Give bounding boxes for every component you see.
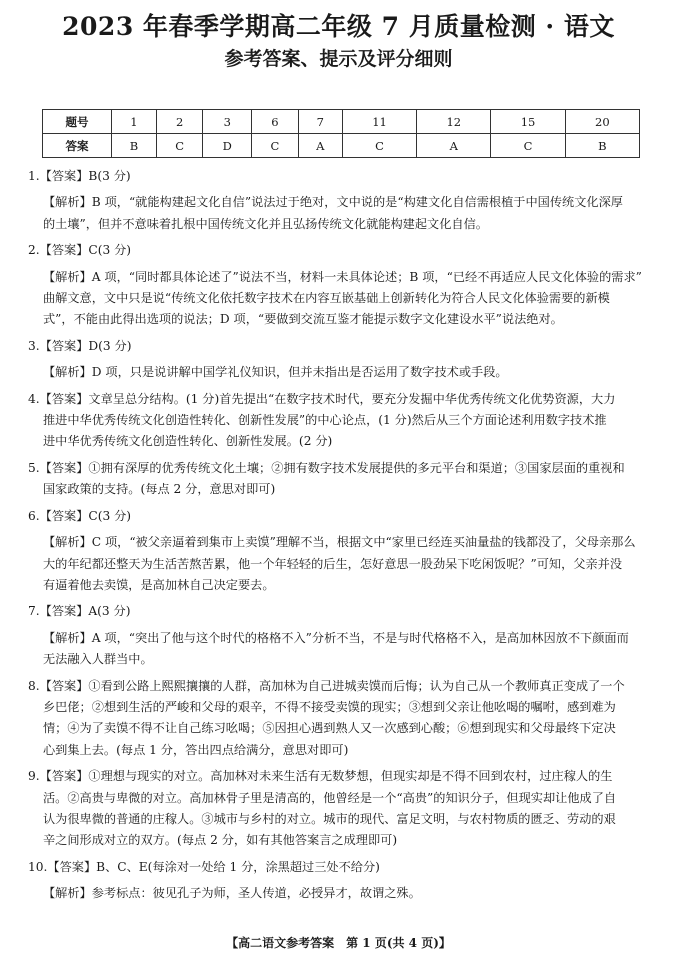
text-line: 2.【答案】C(3 分): [28, 243, 132, 258]
question-number-cell: 12: [417, 110, 491, 134]
text-line: 1.【答案】B(3 分): [28, 169, 131, 183]
answer-item: [28, 362, 652, 383]
text-line: 8.【答案】①看到公路上熙熙攘攘的人群，高加林为自己进城卖馍而后悔；认为自己从一个教师真正变成了一个: [28, 678, 625, 693]
answer-cell: A: [298, 134, 342, 158]
text-line: 【解析】B 项，“就能构建起文化自信”说法过于绝对，文中说的是“构建文化自信需根植于中国传统文化深厚: [43, 195, 623, 210]
text-line: 7.【答案】A(3 分): [28, 604, 131, 619]
answer-item: [28, 267, 652, 331]
text-line: 心到集上去。(每点 1 分，答出四点给满分，意思对即可): [43, 742, 349, 757]
answer-cell: C: [342, 134, 416, 158]
answer-cell: B: [112, 134, 157, 158]
answer-item: [28, 676, 652, 762]
text-line: 推进中华优秀传统文化创造性转化、创新性发展”的中心论点，(1 分)然后从三个方面论述利用数字技术推: [43, 413, 607, 428]
answer-item: [28, 389, 652, 453]
text-line: 【解析】C 项，“被父亲逼着到集市上卖馍”理解不当，根据文中“家里已经连买油量盐的钱都没了，父母亲那么: [43, 535, 636, 550]
text-line: 【解析】参考标点：彼见孔子为师，圣人传道，必授异才，故谓之殊。: [43, 886, 421, 901]
answer-item: [28, 857, 652, 878]
row-label-answer: 答案: [43, 134, 112, 158]
text-line: 认为很卑微的普通的庄稼人。③城市与乡村的对立。城市的现代、富足文明，与农村物质的匮乏、劳动的艰: [43, 811, 616, 826]
text-line: 式”，不能由此得出选项的说法；D 项，“要做到交流互鉴才能提示数字文化建设水平”说法绝对。: [43, 312, 563, 327]
answer-cell: D: [203, 134, 252, 158]
text-line: 6.【答案】C(3 分): [28, 508, 132, 523]
answer-cell: A: [417, 134, 491, 158]
answer-item: [28, 601, 652, 622]
text-line: 9.【答案】①理想与现实的对立。高加林对未来生活有无数梦想，但现实却是不得不回到农村，过庄稼人的生: [28, 769, 613, 784]
answer-cell: B: [565, 134, 639, 158]
text-line: 辛之间形成对立的双方。(每点 2 分，如有其他答案言之成理即可): [43, 833, 398, 848]
text-line: 10.【答案】B、C、E(每涂对一处给 1 分，涂黑超过三处不给分): [28, 859, 380, 874]
text-line: 活。②高贵与卑微的对立。高加林骨子里是清高的，他曾经是一个“高贵”的知识分子，但现实却让他成了自: [43, 790, 617, 805]
answer-item: [28, 240, 652, 261]
text-line: 4.【答案】文章呈总分结构。(1 分)首先提出“在数字技术时代，要充分发掘中华优秀传统文化优势资源，大力: [28, 391, 616, 406]
text-line: 【解析】A 项，“同时都具体论述了”说法不当，材料一未具体论述；B 项，“已经不再适应人民文化体验的需求”: [43, 269, 642, 284]
answer-row: [43, 134, 640, 158]
page-title: 2023 年春季学期高二年级 7 月质量检测 · 语文: [62, 12, 615, 41]
question-number-cell: 15: [491, 110, 565, 134]
answer-explanations: [28, 166, 652, 910]
text-line: 的土壤”，但并不意味着扎根中国传统文化并且弘扬传统文化就能构建起文化自信。: [43, 216, 488, 231]
text-line: 5.【答案】①拥有深厚的优秀传统文化土壤；②拥有数字技术发展提供的多元平台和渠道；③国家层面的重视和: [28, 460, 625, 475]
question-number-cell: 20: [565, 110, 639, 134]
question-number-cell: 3: [203, 110, 252, 134]
text-line: 情；④为了卖馍不得不让自己练习吆喝；⑤因担心遇到熟人又一次感到心酸；⑥想到现实和父母最终下定决: [43, 721, 616, 736]
answer-item: [28, 628, 652, 671]
text-line: 无法融入人群当中。: [43, 652, 153, 667]
question-number-cell: 1: [112, 110, 157, 134]
question-number-row: [43, 110, 640, 134]
answer-table: [42, 109, 640, 158]
question-number-cell: 11: [342, 110, 416, 134]
text-line: 3.【答案】D(3 分): [28, 338, 132, 353]
answer-item: [28, 192, 652, 235]
question-number-cell: 2: [156, 110, 203, 134]
answer-item: [28, 506, 652, 527]
text-line: 国家政策的支持。(每点 2 分，意思对即可): [43, 482, 276, 497]
text-line: 【解析】D 项，只是说讲解中国学礼仪知识，但并未指出是否运用了数字技术或手段。: [43, 365, 508, 380]
answer-item: [28, 532, 652, 596]
text-line: 【解析】A 项，“突出了他与这个时代的格格不入”分析不当，不是与时代格格不入，是高加林因放不下颜面而: [43, 630, 629, 645]
page-subtitle: 参考答案、提示及评分细则: [224, 48, 453, 70]
question-number-cell: 7: [298, 110, 342, 134]
answer-item: [28, 166, 652, 187]
answer-item: [28, 336, 652, 357]
text-line: 曲解文意，文中只是说“传统文化依托数字技术在内容互嵌基础上创新转化为符合人民文化体验需要的新模: [43, 291, 610, 306]
answer-item: [28, 458, 652, 501]
answer-item: [28, 766, 652, 852]
answer-cell: C: [252, 134, 299, 158]
text-line: 大的年纪都还整天为生活苦熬苦累，他一个年轻轻的后生，怎好意思一股劲呆下吃闲饭呢？”可知，父亲并没: [43, 556, 623, 571]
answer-cell: C: [156, 134, 203, 158]
row-label-number: 题号: [43, 110, 112, 134]
answer-cell: C: [491, 134, 565, 158]
text-line: 有逼着他去卖馍，是高加林自己决定要去。: [43, 577, 275, 592]
page-footer: 【高二语文参考答案 第 1 页(共 4 页)】: [226, 936, 451, 950]
answer-item: [28, 883, 652, 904]
text-line: 进中华优秀传统文化创造性转化、创新性发展。(2 分): [43, 434, 333, 449]
question-number-cell: 6: [252, 110, 299, 134]
text-line: 乡巴佬；②想到生活的严峻和父母的艰辛，不得不接受卖馍的现实；③想到父亲让他吆喝的嘱咐，感到难为: [43, 699, 616, 714]
